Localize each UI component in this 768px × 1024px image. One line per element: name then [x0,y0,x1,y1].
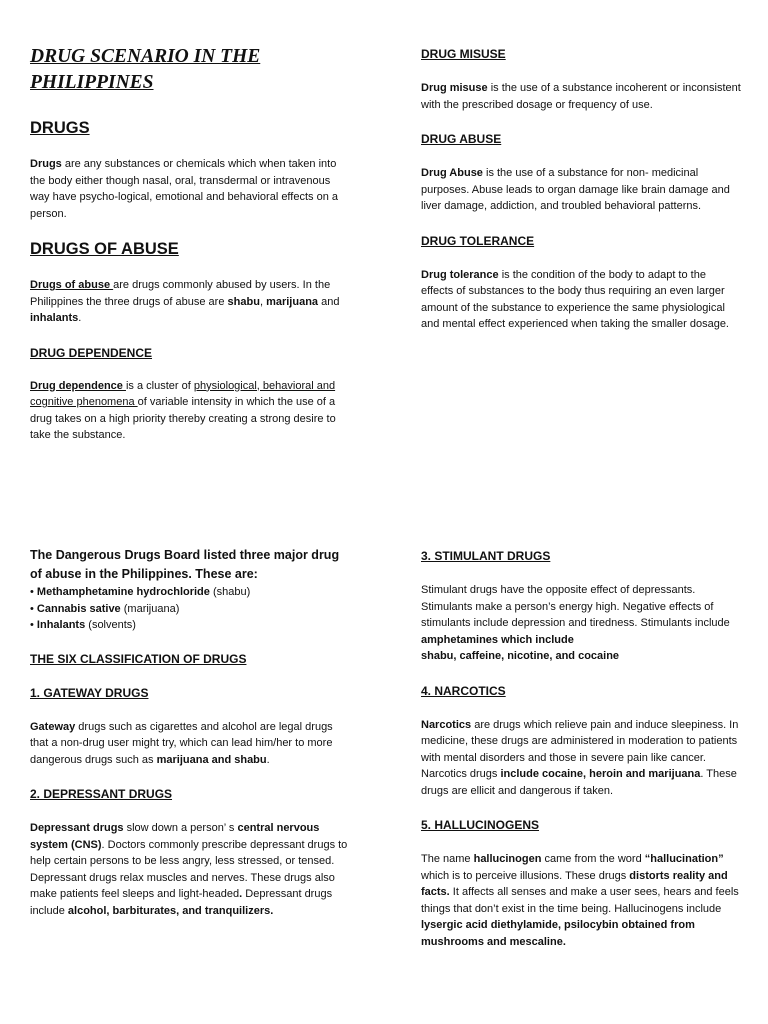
list-item [30,584,350,601]
hallucinogens-heading: 5. HALLUCINOGENS [421,818,540,832]
drugs-of-abuse-paragraph [30,277,350,327]
halluc-text: The name [421,853,474,865]
drug-dependence-underlined: physiological, behavioral and cognitive phenomena [30,379,336,408]
narcotics-heading: 4. NARCOTICS [421,683,506,698]
page1-right-column [421,46,741,333]
drug-abuse-text: is the use of a substance for non- medicinal purposes. Abuse leads to organ damage like brain damage and liver damage, addiction, and troubled behavioral patterns. [421,167,730,212]
drug-dependence-heading: DRUG DEPENDENCE [30,345,153,360]
separator: , [259,295,267,308]
stimulant-drugs-heading: 3. STIMULANT DRUGS [421,549,551,563]
depressant-text-end: Depressant drugs include [30,888,333,917]
halluc-text-4: It affects all senses and make a user sees, hears and feels things that don’t exist in the time being. Hallucinogens include [421,886,739,915]
drug-tolerance-text: is the condition of the body to adapt to the effects of substances to the body thus requiring an even larger amount of the substance to experience the same physiological and mental effect experienced when taking the smaller dosage. [421,268,729,330]
halluc-bold-2: “hallucination” [644,853,724,865]
title-line-1: DRUG SCENARIO IN THE [30,46,261,67]
title-line-2: PHILIPPINES [30,72,154,93]
marijuana-term: marijuana [266,295,319,308]
drugs-term: Drugs [30,158,62,170]
gateway-drugs-heading: 1. GATEWAY DRUGS [30,685,149,700]
drug-dependence-text-end: of variable intensity in which the use of a drug takes on a high priority thereby creating a strong desire to take the substance. [30,396,336,441]
drug-misuse-term: Drug misuse [421,82,488,94]
period: . [266,753,270,766]
bullet: • [30,602,37,615]
drugs-definition-text: are any substances or chemicals which when taken into the body either though nasal, oral, transdermal or intravenous way have psycho-logical, emotional and behavioral effects on a person. [30,158,338,220]
drug-tolerance-heading: DRUG TOLERANCE [421,233,535,248]
major-drugs-list [30,584,350,634]
drug-misuse-heading: DRUG MISUSE [421,47,506,61]
list-item-note: (marijuana) [120,602,180,615]
inhalants-term: inhalants [30,312,79,324]
cns-term: central nervous system (CNS) [30,822,320,851]
six-classification-heading: THE SIX CLASSIFICATION OF DRUGS [30,651,247,666]
narcotics-term: Narcotics [421,718,472,731]
list-item-name: Inhalants [36,619,86,631]
page1-left-column [30,44,350,444]
gateway-bold: marijuana and shabu [156,753,267,766]
drug-abuse-term: Drug Abuse [421,167,483,179]
bullet: • [30,586,37,598]
depressant-term: Depressant drugs [30,822,124,834]
narcotics-text: are drugs which relieve pain and induce sleepiness. In medicine, these drugs are administered in moderation to patients with mental disorders and those in severe pain like cancer. Narcotics drugs [421,718,739,780]
drug-dependence-text: is a cluster of [125,379,194,392]
hallucinogens-paragraph [421,851,741,950]
stimulant-drugs-paragraph [421,582,741,665]
ddb-lead-paragraph: The Dangerous Drugs Board listed three major drug of abuse in the Philippines. These are: [30,548,340,581]
page2-right-column [421,548,741,950]
halluc-bold-4: lysergic acid diethylamide, psilocybin obtained from mushrooms and mescaline. [421,919,695,948]
stimulant-text: Stimulant drugs have the opposite effect of depressants. Stimulants make a person’s energy high. Negative effects of stimulants include depression and tiredness. Stimulants include [421,584,730,629]
narcotics-bold: include cocaine, heroin and marijuana [500,768,701,780]
halluc-text-2: came from the word [541,853,645,865]
depressant-examples: alcohol, barbiturates, and tranquilizers. [67,904,274,917]
drug-dependence-term: Drug dependence [30,379,126,392]
drug-tolerance-term: Drug tolerance [421,268,499,281]
drugs-of-abuse-text: are drugs commonly abused by users. In the Philippines the three drugs of abuse are [30,279,331,308]
depressant-drugs-heading: 2. DEPRESSANT DRUGS [30,787,173,801]
halluc-bold-3: distorts reality and facts. [421,869,728,898]
drugs-of-abuse-term: Drugs of abuse [30,279,114,291]
drug-abuse-heading: DRUG ABUSE [421,132,502,146]
halluc-text-3: which is to perceive illusions. These drugs [421,869,630,882]
separator: and [318,295,340,308]
drugs-heading: DRUGS [30,119,90,137]
period: . [239,888,243,900]
stimulant-bold-2: shabu, caffeine, nicotine, and cocaine [421,650,620,662]
drugs-of-abuse-heading: DRUGS OF ABUSE [30,240,179,258]
bullet: • [30,619,37,631]
stimulant-bold-1: amphetamines which include [421,633,574,646]
drug-tolerance-paragraph [421,267,741,333]
list-item [30,601,350,618]
halluc-bold-1: hallucinogen [473,853,542,865]
period: . [78,312,82,324]
drug-abuse-paragraph [421,165,741,215]
drug-misuse-paragraph [421,80,741,113]
gateway-drugs-paragraph [30,719,350,769]
drug-dependence-paragraph [30,378,350,444]
gateway-text: drugs such as cigarettes and alcohol are legal drugs that a non-drug user might try, which can lead him/her to more dangerous drugs such as [30,720,333,766]
list-item-name: Methamphetamine hydrochloride [36,586,210,598]
depressant-text: slow down a person’ s [123,822,238,834]
list-item [30,617,350,634]
depressant-drugs-paragraph [30,820,350,919]
list-item-note: (shabu) [209,586,251,598]
list-item-name: Cannabis sative [36,602,121,615]
narcotics-paragraph [421,717,741,800]
gateway-term: Gateway [30,720,76,733]
document-title [30,44,350,96]
page2-left-column [30,546,350,919]
list-item-note: (solvents) [85,619,136,631]
depressant-text-mid: . Doctors commonly prescribe depressant drugs to help certain persons to be less angry, less stressed, or tensed. Depressant drugs relax muscles and nerves. These drugs also make patients feel sleeps and light-headed [30,838,348,900]
drug-misuse-text: is the use of a substance incoherent or inconsistent with the prescribed dosage or frequency of use. [421,82,741,111]
narcotics-text-end: . These drugs are ellicit and dangerous if taken. [421,768,737,797]
shabu-term: shabu [227,295,260,308]
drugs-definition [30,156,350,222]
